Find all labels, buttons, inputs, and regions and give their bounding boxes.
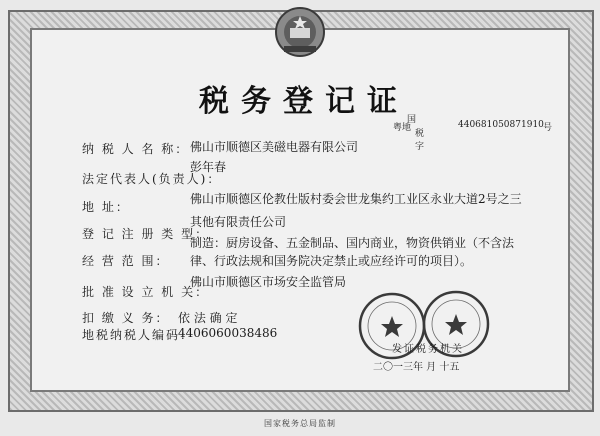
field-label: 法定代表人(负责人)： [82, 172, 222, 186]
field-value: 佛山市顺德区美磁电器有限公司 [190, 140, 359, 154]
field-label: 登 记 注 册 类 型： [82, 227, 210, 241]
issuer-label: 发证税务机关 [392, 344, 464, 355]
tax-number-suffix: 号 [543, 123, 553, 133]
page-title: 税务登记证 [199, 84, 409, 119]
field-value: 其他有限责任公司 [190, 215, 287, 229]
field-label: 地 址： [82, 200, 130, 214]
footer-supervisor: 国家税务总局监制 [264, 419, 336, 428]
field-value: 佛山市顺德区伦教仕版村委会世龙集约工业区永业大道2号之三 [190, 192, 522, 206]
field-value: 4406060038486 [178, 326, 278, 340]
tax-number-shui: 税 字 [415, 129, 425, 152]
field-label: 扣 缴 义 务： [82, 311, 170, 325]
field-label: 地税纳税人编码： [82, 328, 195, 342]
national-emblem-icon [274, 6, 326, 58]
field-label: 经 营 范 围： [82, 254, 170, 268]
field-value: 依 法 确 定 [178, 311, 238, 325]
field-value: 佛山市顺德区市场安全监管局 [190, 275, 347, 289]
field-value: 制造：厨房设备、五金制品、国内商业，物资供销业（不含法律、行政法规和国务院决定禁止或应经许可的项目）。 [190, 236, 515, 268]
field-label: 批 准 设 立 机 关： [82, 285, 210, 299]
tax-number-region: 粤地 [393, 123, 412, 133]
tax-number-guo: 国 [407, 115, 417, 125]
field-value: 彭年春 [190, 160, 227, 174]
issue-date: 二〇一三年 月 十五 [373, 362, 460, 373]
field-label: 纳 税 人 名 称： [82, 142, 190, 156]
tax-number-value: 440681050871910 [458, 120, 544, 130]
